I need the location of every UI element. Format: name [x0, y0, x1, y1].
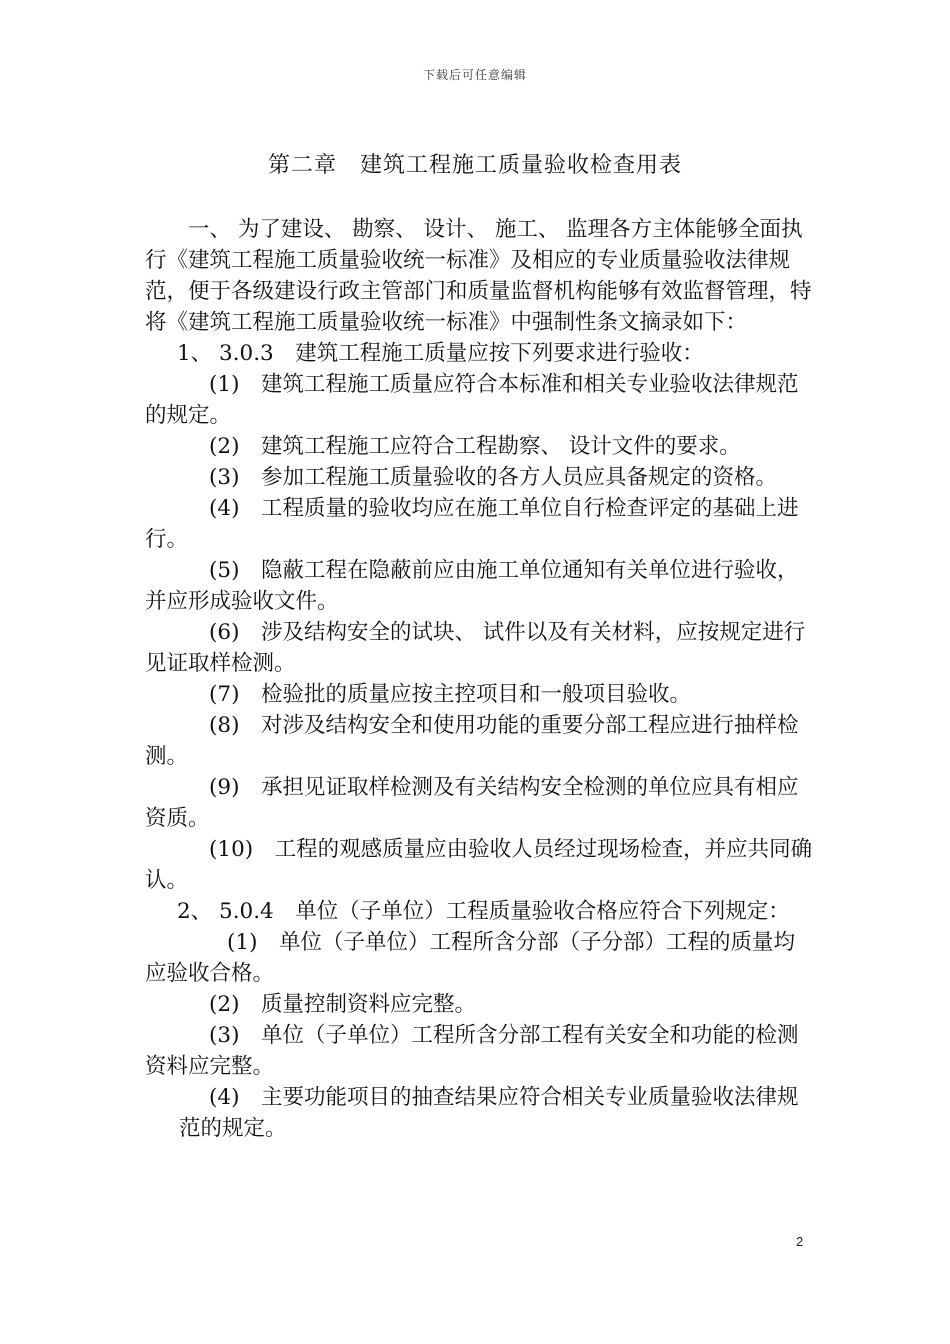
section-1-item: (10) 工程的观感质量应由验收人员经过现场检查，并应共同确认。	[145, 837, 813, 893]
intro-paragraph: 一、 为了建设、 勘察、 设计、 施工、 监理各方主体能够全面执行《建筑工程施工质量验收统一标准》及相应的专业质量验收法律规范，便于各级建设行政主管部门和质量监督机构能够有效监督管理，特将《建筑工程施工质量验收统一标准》中强制性条文摘录如下：	[145, 217, 812, 335]
section-2-item: (3) 单位（子单位）工程所含分部工程有关安全和功能的检测资料应完整。	[145, 1023, 799, 1079]
section-1-heading: 1、 3.0.3 建筑工程施工质量应按下列要求进行验收：	[177, 341, 704, 366]
section-1-item: (9) 承担见证取样检测及有关结构安全检测的单位应具有相应资质。	[145, 775, 799, 831]
section-1-item: (7) 检验批的质量应按主控项目和一般项目验收。	[209, 682, 691, 707]
section-1-item: (1) 建筑工程施工质量应符合本标准和相关专业验收法律规范的规定。	[145, 372, 799, 428]
section-1-item: (3) 参加工程施工质量验收的各方人员应具备规定的资格。	[209, 465, 777, 490]
section-1-item: (2) 建筑工程施工应符合工程勘察、 设计文件的要求。	[209, 434, 741, 459]
document-body	[145, 214, 813, 1144]
section-1-item: (8) 对涉及结构安全和使用功能的重要分部工程应进行抽样检测。	[145, 713, 799, 769]
section-2-item: (1) 单位（子单位）工程所含分部（子分部）工程的质量均应验收合格。	[145, 930, 795, 986]
section-2-item: (4) 主要功能项目的抽查结果应符合相关专业质量验收法律规范的规定。	[179, 1085, 799, 1141]
chapter-title: 第二章 建筑工程施工质量验收检查用表	[267, 153, 682, 178]
section-1-item: (6) 涉及结构安全的试块、 试件以及有关材料，应按规定进行见证取样检测。	[145, 620, 806, 676]
page-number: 2	[796, 1234, 804, 1249]
section-2-item: (2) 质量控制资料应完整。	[209, 992, 476, 1017]
section-1-item: (5) 隐蔽工程在隐蔽前应由施工单位通知有关单位进行验收，并应形成验收文件。	[145, 558, 799, 614]
page-header-note: 下载后可任意编辑	[422, 68, 527, 82]
section-1-item: (4) 工程质量的验收均应在施工单位自行检查评定的基础上进行。	[145, 496, 799, 552]
section-2-heading: 2、 5.0.4 单位（子单位）工程质量验收合格应符合下列规定：	[177, 899, 790, 924]
